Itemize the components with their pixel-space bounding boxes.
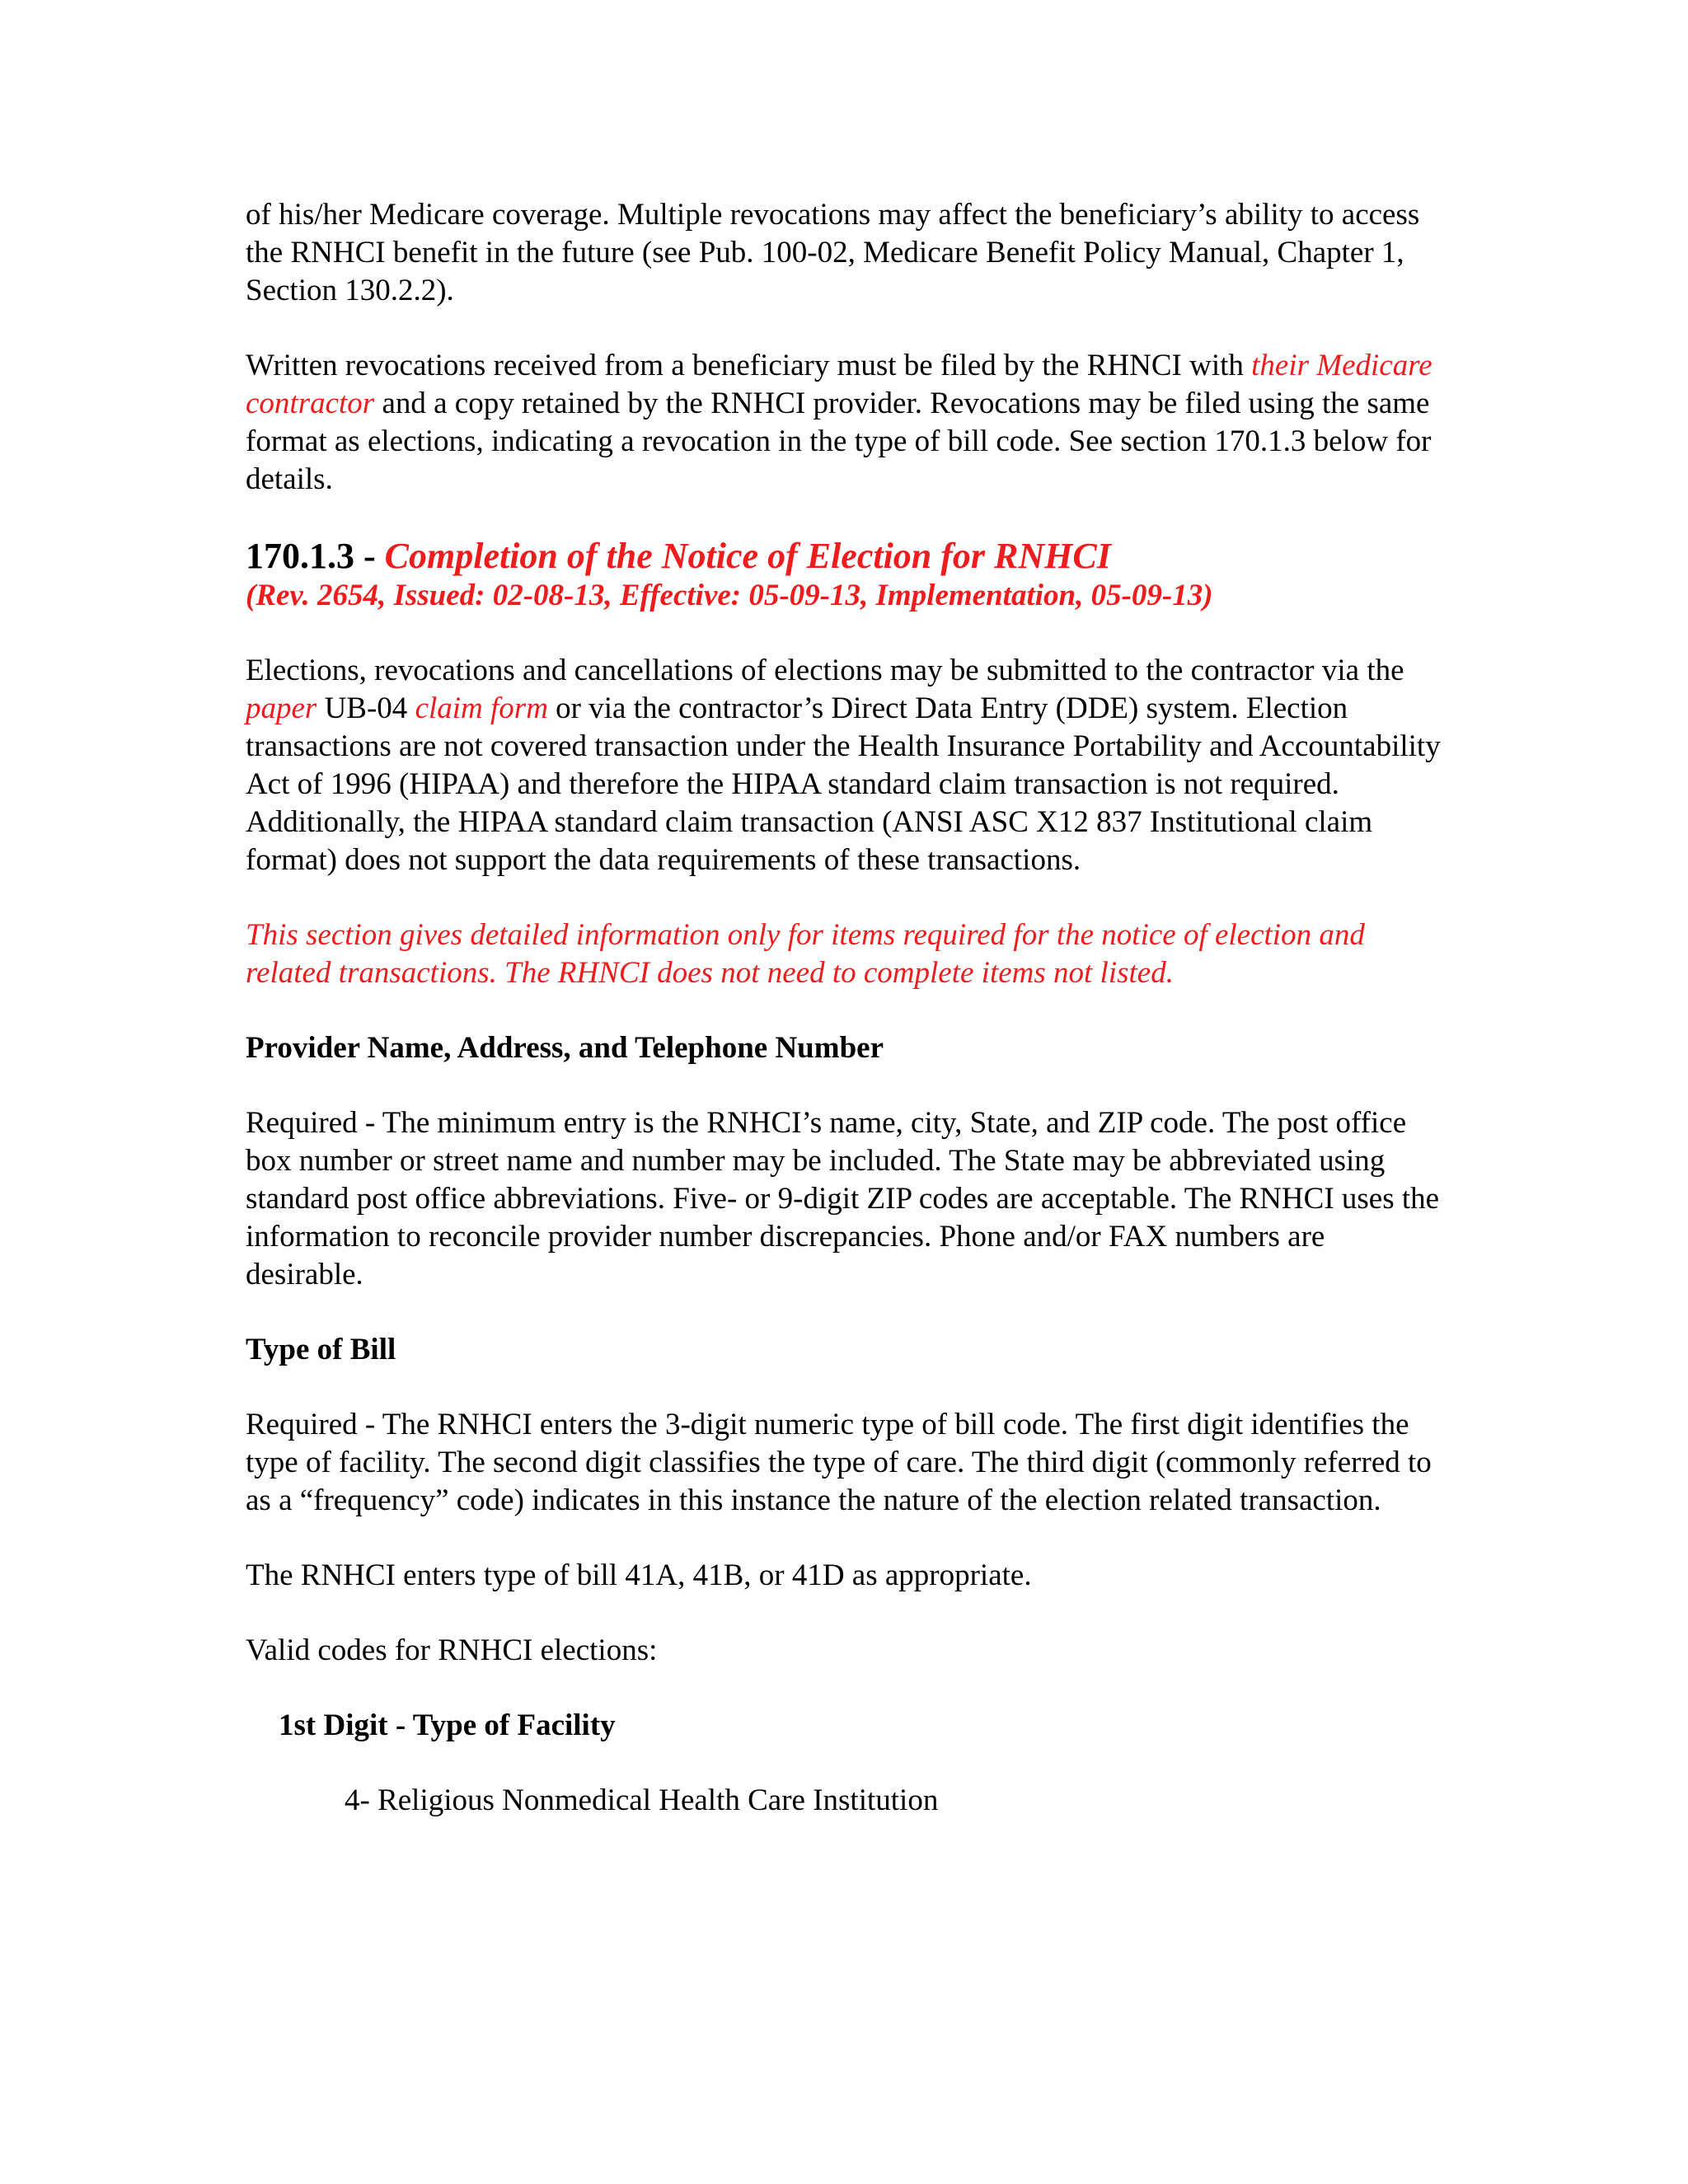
subheading-type-of-bill: Type of Bill [246, 1333, 396, 1366]
text-span: Written revocations received from a beneficiary must be filed by the RHNCI with [246, 349, 1252, 382]
section-title-text: Completion of the Notice of Election for RNHCI [384, 536, 1111, 576]
section-heading-block [246, 536, 1449, 615]
paragraph-section-scope: This section gives detailed information only for items required for the notice of election and related transactions. The RHNCI does not need to complete items not listed. [246, 918, 1365, 990]
text-span: or via the contractor’s Direct Data Entry (DDE) system. Election transactions are not covered transaction under the Health Insurance Portability and Accountability Act of 1996 (HIPAA) and therefore the HIPAA standard claim transaction is not required. Additionally, the HIPAA standard claim transaction (ANSI ASC X12 837 Institutional claim format) does not support the data requirements of these transactions. [246, 691, 1441, 877]
text-span: and a copy retained by the RNHCI provider. Revocations may be filed using the same format as elections, indicating a revocation in the type of bill code. See section 170.1.3 below for details. [246, 387, 1432, 496]
paragraph-revocation-effect: of his/her Medicare coverage. Multiple revocations may affect the beneficiary’s ability to access the RNHCI benefit in the future (see Pub. 100-02, Medicare Benefit Policy Manual, Chapter 1, Section 130.2.2). [246, 198, 1420, 307]
subheading-provider-name: Provider Name, Address, and Telephone Number [246, 1031, 884, 1065]
paragraph-bill-types: The RNHCI enters type of bill 41A, 41B, or 41D as appropriate. [246, 1558, 1032, 1592]
paragraph-provider-requirements: Required - The minimum entry is the RNHCI’s name, city, State, and ZIP code. The post office box number or street name and number may be included. The State may be abbreviated using standard post office abbreviations. Five- or 9-digit ZIP codes are acceptable. The RNHCI uses the information to reconcile provider number discrepancies. Phone and/or FAX numbers are desirable. [246, 1106, 1440, 1291]
paragraph-valid-codes: Valid codes for RNHCI elections: [246, 1633, 658, 1667]
paragraph-elections-submission [246, 652, 1449, 879]
text-span: UB-04 [316, 691, 415, 725]
revised-text-paper: paper [246, 691, 317, 725]
revision-line: (Rev. 2654, Issued: 02-08-13, Effective: 05-09-13, Implementation, 05-09-13) [246, 579, 1213, 612]
revised-text-claim-form: claim form [415, 691, 548, 725]
paragraph-written-revocations [246, 347, 1449, 499]
paragraph-type-of-bill-requirements: Required - The RNHCI enters the 3-digit numeric type of bill code. The first digit identifies the type of facility. The second digit classifies the type of care. The third digit (commonly referred to as a “frequency” code) indicates in this instance the nature of the election related transaction. [246, 1408, 1432, 1517]
section-title [246, 536, 1449, 577]
document-page [246, 196, 1449, 1820]
section-number: 170.1.3 - [246, 536, 385, 576]
subheading-first-digit: 1st Digit - Type of Facility [279, 1708, 616, 1742]
code-list-item: 4- Religious Nonmedical Health Care Institution [345, 1783, 939, 1817]
revised-text-their-medicare-contractor: their Medicare contractor [246, 349, 1432, 420]
text-span: Elections, revocations and cancellations of elections may be submitted to the contractor via the [246, 654, 1404, 687]
